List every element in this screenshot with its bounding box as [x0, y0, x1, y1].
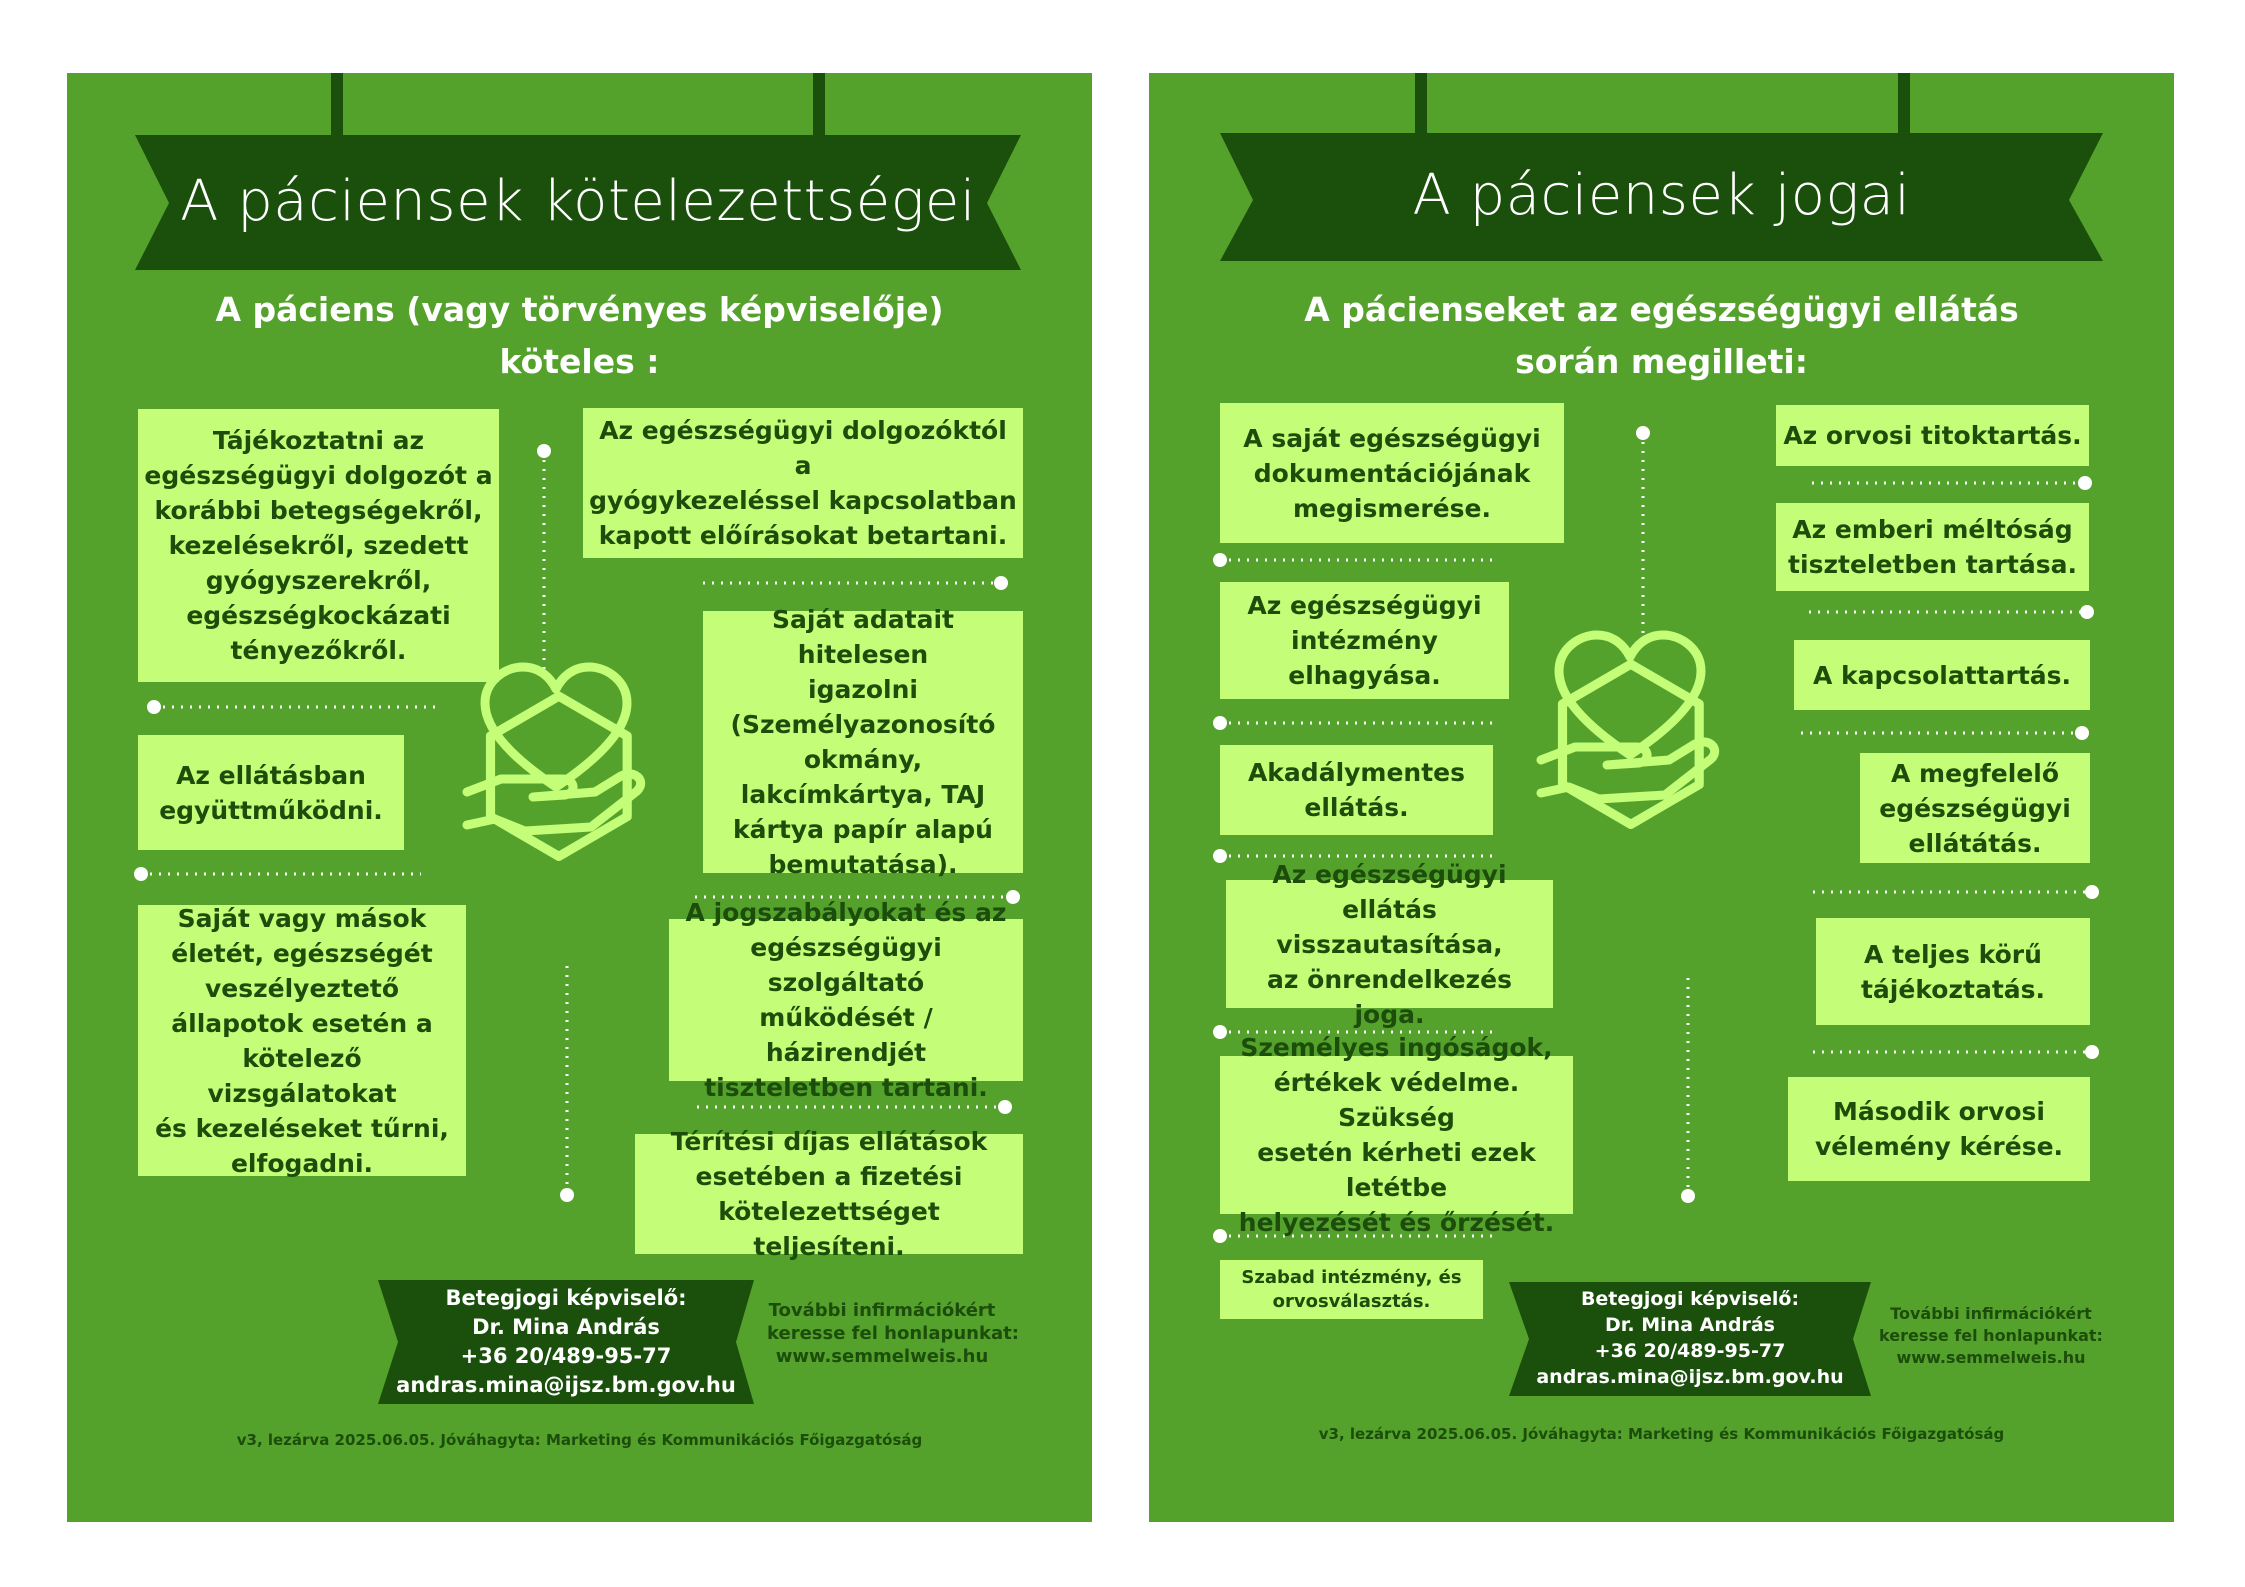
right-box-second-opinion: Második orvosi vélemény kérése.: [1788, 1077, 2090, 1181]
page-title: A páciensek kötelezettségei: [180, 169, 976, 234]
contact-email[interactable]: andras.mina@ijsz.bm.gov.hu: [1536, 1366, 1844, 1388]
right-box-proper-care: A megfelelő egészségügyi ellátátás.: [1860, 753, 2090, 863]
info-website[interactable]: www.semmelweis.hu: [1896, 1348, 2086, 1367]
obligation-box-cooperate: Az ellátásban együttműködni.: [138, 735, 404, 850]
obligation-box-instructions: Az egészségügyi dolgozóktól a gyógykezeléssel kapcsolatban kapott előírásokat betartani.: [583, 408, 1023, 558]
contact-name: Dr. Mina András: [1605, 1314, 1775, 1336]
page-subtitle-line2: köteles :: [499, 342, 660, 381]
page-subtitle-line2: során megilleti:: [1515, 342, 1808, 381]
info-line2: keresse fel honlapunkat:: [767, 1323, 1019, 1344]
right-box-belongings: Személyes ingóságok, értékek védelme. Szükség esetén kérheti ezek letétbe helyezését és őrzését.: [1220, 1056, 1573, 1214]
contact-phone: +36 20/489-95-77: [460, 1344, 672, 1368]
right-box-contact: A kapcsolattartás.: [1794, 640, 2090, 710]
page-subtitle-line1: A páciens (vagy törvényes képviselője): [215, 290, 944, 329]
info-line2: keresse fel honlapunkat:: [1879, 1326, 2103, 1345]
info-line1: További infirmációkért: [768, 1300, 996, 1321]
contact-phone: +36 20/489-95-77: [1594, 1340, 1786, 1362]
info-line1: További infirmációkért: [1890, 1304, 2092, 1323]
heart-in-hand-icon: [467, 667, 641, 856]
obligation-box-house-rules: A jogszabályokat és az egészségügyi szolgáltató működését / házirendjét tiszteletben tartani.: [669, 919, 1023, 1081]
right-box-free-choice: Szabad intézmény, és orvosválasztás.: [1220, 1260, 1483, 1319]
right-box-leave-institution: Az egészségügyi intézmény elhagyása.: [1220, 582, 1509, 699]
info-website[interactable]: www.semmelweis.hu: [775, 1346, 989, 1367]
right-box-accessible-care: Akadálymentes ellátás.: [1220, 745, 1493, 835]
contact-email[interactable]: andras.mina@ijsz.bm.gov.hu: [396, 1373, 736, 1397]
heart-in-hand-icon: [1541, 635, 1715, 824]
page-title: A páciensek jogai: [1412, 163, 1911, 228]
right-box-confidentiality: Az orvosi titoktartás.: [1776, 405, 2089, 466]
right-box-refusal: Az egészségügyi ellátás visszautasítása, az önrendelkezés joga.: [1226, 880, 1553, 1008]
obligation-box-tolerate: Saját vagy mások életét, egészségét veszélyeztető állapotok esetén a kötelező vizsgálatokat és kezeléseket tűrni, elfogadni.: [138, 905, 466, 1176]
right-box-documentation: A saját egészségügyi dokumentációjának megismerése.: [1220, 403, 1564, 543]
footer-version: v3, lezárva 2025.06.05. Jóváhagyta: Marketing és Kommunikációs Főigazgatóság: [1318, 1425, 2005, 1443]
poster-obligations: [67, 73, 1092, 1522]
right-box-full-information: A teljes körű tájékoztatás.: [1816, 918, 2090, 1025]
page-subtitle-line1: A pácienseket az egészségügyi ellátás: [1304, 290, 2019, 329]
poster-rights: [1149, 73, 2174, 1522]
footer-version: v3, lezárva 2025.06.05. Jóváhagyta: Marketing és Kommunikációs Főigazgatóság: [236, 1431, 923, 1449]
obligation-box-payment: Térítési díjas ellátások esetében a fizetési kötelezettséget teljesíteni.: [635, 1134, 1023, 1254]
contact-label: Betegjogi képviselő:: [1580, 1288, 1800, 1310]
contact-label: Betegjogi képviselő:: [445, 1286, 687, 1310]
obligation-box-identity: Saját adatait hitelesen igazolni (Személyazonosító okmány, lakcímkártya, TAJ kártya papír alapú bemutatása).: [703, 611, 1023, 873]
right-box-dignity: Az emberi méltóság tiszteletben tartása.: [1776, 503, 2089, 591]
contact-name: Dr. Mina András: [472, 1315, 660, 1339]
obligation-box-inform: Tájékoztatni az egészségügyi dolgozót a korábbi betegségekről, kezelésekről, szedett gyógyszerekről, egészségkockázati tényezőkről.: [138, 409, 499, 682]
